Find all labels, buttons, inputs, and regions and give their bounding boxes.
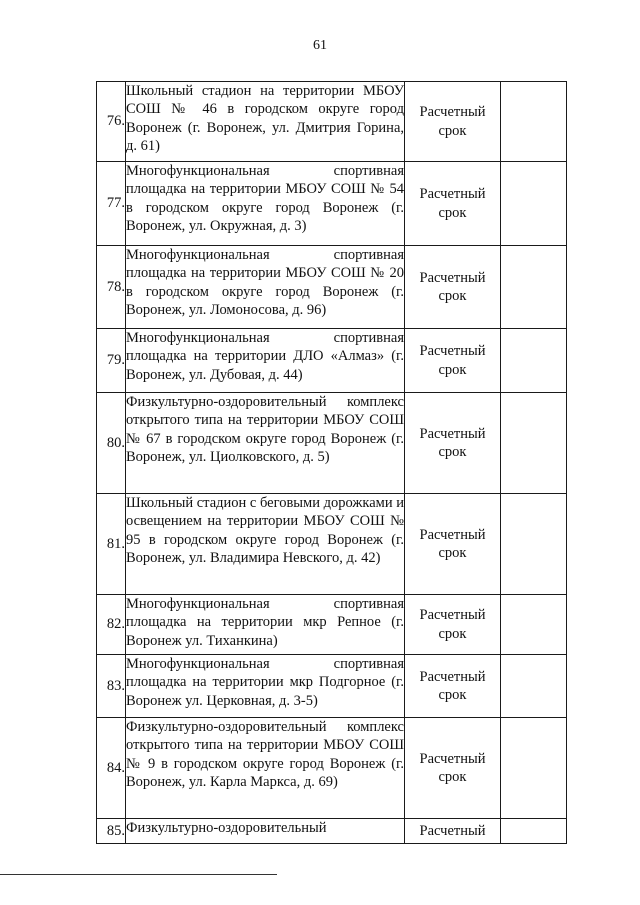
empty-cell (501, 329, 567, 393)
empty-cell (501, 162, 567, 246)
empty-cell (501, 393, 567, 494)
table-row (97, 162, 567, 246)
row-number: 81. (97, 494, 126, 595)
term-text: Расчетный срок (419, 343, 486, 378)
facility-name-text: Школьный стадион с беговыми дорожками и освещением на территории МБОУ СОШ № 95 в городском округе город Воронеж (г. Воронеж, ул. Владимира Невского, д. 42) (126, 495, 404, 567)
empty-cell (501, 819, 567, 844)
facility-name (126, 655, 405, 718)
facility-name (126, 595, 405, 655)
row-number: 84. (97, 718, 126, 819)
facility-name-text: Многофункциональная спортивная площадка на территории МБОУ СОШ № 54 в городском округе город Воронеж (г. Воронеж, ул. Окружная, д. 3) (126, 163, 404, 235)
facilities-table (96, 81, 567, 844)
term-text: Расчетный срок (419, 668, 486, 703)
facility-name (126, 494, 405, 595)
term-cell (405, 494, 501, 595)
table-row (97, 718, 567, 819)
term-text: Расчетный (419, 822, 486, 839)
row-number: 82. (97, 595, 126, 655)
term-text: Расчетный срок (419, 104, 486, 139)
term-text: Расчетный срок (419, 750, 486, 785)
facility-name (126, 329, 405, 393)
facility-name (126, 246, 405, 329)
page-number: 61 (313, 38, 327, 53)
term-text: Расчетный срок (419, 186, 486, 221)
facility-name-text: Физкультурно-оздоровительный комплекс открытого типа на территории МБОУ СОШ № 9 в городском округе город Воронеж (г. Воронеж, ул. Карла Маркса, д. 69) (126, 719, 404, 791)
term-text: Расчетный срок (419, 607, 486, 642)
empty-cell (501, 595, 567, 655)
facility-name-text: Многофункциональная спортивная площадка на территории мкр Репное (г. Воронеж ул. Тиханкина) (126, 596, 404, 649)
table-row (97, 655, 567, 718)
facility-name-text: Многофункциональная спортивная площадка на территории мкр Подгорное (г. Воронеж ул. Церковная, д. 3-5) (126, 656, 404, 709)
table-row (97, 393, 567, 494)
term-text: Расчетный срок (419, 526, 486, 561)
row-number: 76. (97, 82, 126, 162)
row-number: 79. (97, 329, 126, 393)
facility-name-text: Физкультурно-оздоровительный комплекс открытого типа на территории МБОУ СОШ № 67 в городском округе город Воронеж (г. Воронеж, ул. Циолковского, д. 5) (126, 394, 404, 466)
term-cell (405, 655, 501, 718)
term-cell (405, 819, 501, 844)
term-text: Расчетный срок (419, 425, 486, 460)
term-cell (405, 246, 501, 329)
facility-name-text: Многофункциональная спортивная площадка на территории ДЛО «Алмаз» (г. Воронеж, ул. Дубовая, д. 44) (126, 330, 404, 383)
empty-cell (501, 82, 567, 162)
term-cell (405, 595, 501, 655)
facility-name (126, 718, 405, 819)
row-number: 78. (97, 246, 126, 329)
empty-cell (501, 718, 567, 819)
table-row (97, 819, 567, 844)
row-number: 77. (97, 162, 126, 246)
term-text: Расчетный срок (419, 269, 486, 304)
table-row (97, 595, 567, 655)
term-cell (405, 162, 501, 246)
table-row (97, 82, 567, 162)
empty-cell (501, 246, 567, 329)
row-number: 83. (97, 655, 126, 718)
row-number: 80. (97, 393, 126, 494)
table-row (97, 494, 567, 595)
table-row (97, 329, 567, 393)
term-cell (405, 82, 501, 162)
term-cell (405, 718, 501, 819)
facility-name (126, 162, 405, 246)
empty-cell (501, 655, 567, 718)
facility-name (126, 393, 405, 494)
footnote-divider (0, 874, 277, 875)
table-row (97, 246, 567, 329)
facility-name (126, 82, 405, 162)
facility-name (126, 819, 405, 844)
term-cell (405, 393, 501, 494)
empty-cell (501, 494, 567, 595)
facility-name-text: Школьный стадион на территории МБОУ СОШ № 46 в городском округе город Воронеж (г. Воронеж, ул. Дмитрия Горина, д. 61) (126, 83, 404, 155)
row-number: 85. (97, 819, 126, 844)
facility-name-text: Физкультурно-оздоровительный (126, 820, 327, 836)
term-cell (405, 329, 501, 393)
facility-name-text: Многофункциональная спортивная площадка на территории МБОУ СОШ № 20 в городском округе город Воронеж (г. Воронеж, ул. Ломоносова, д. 96) (126, 247, 404, 319)
